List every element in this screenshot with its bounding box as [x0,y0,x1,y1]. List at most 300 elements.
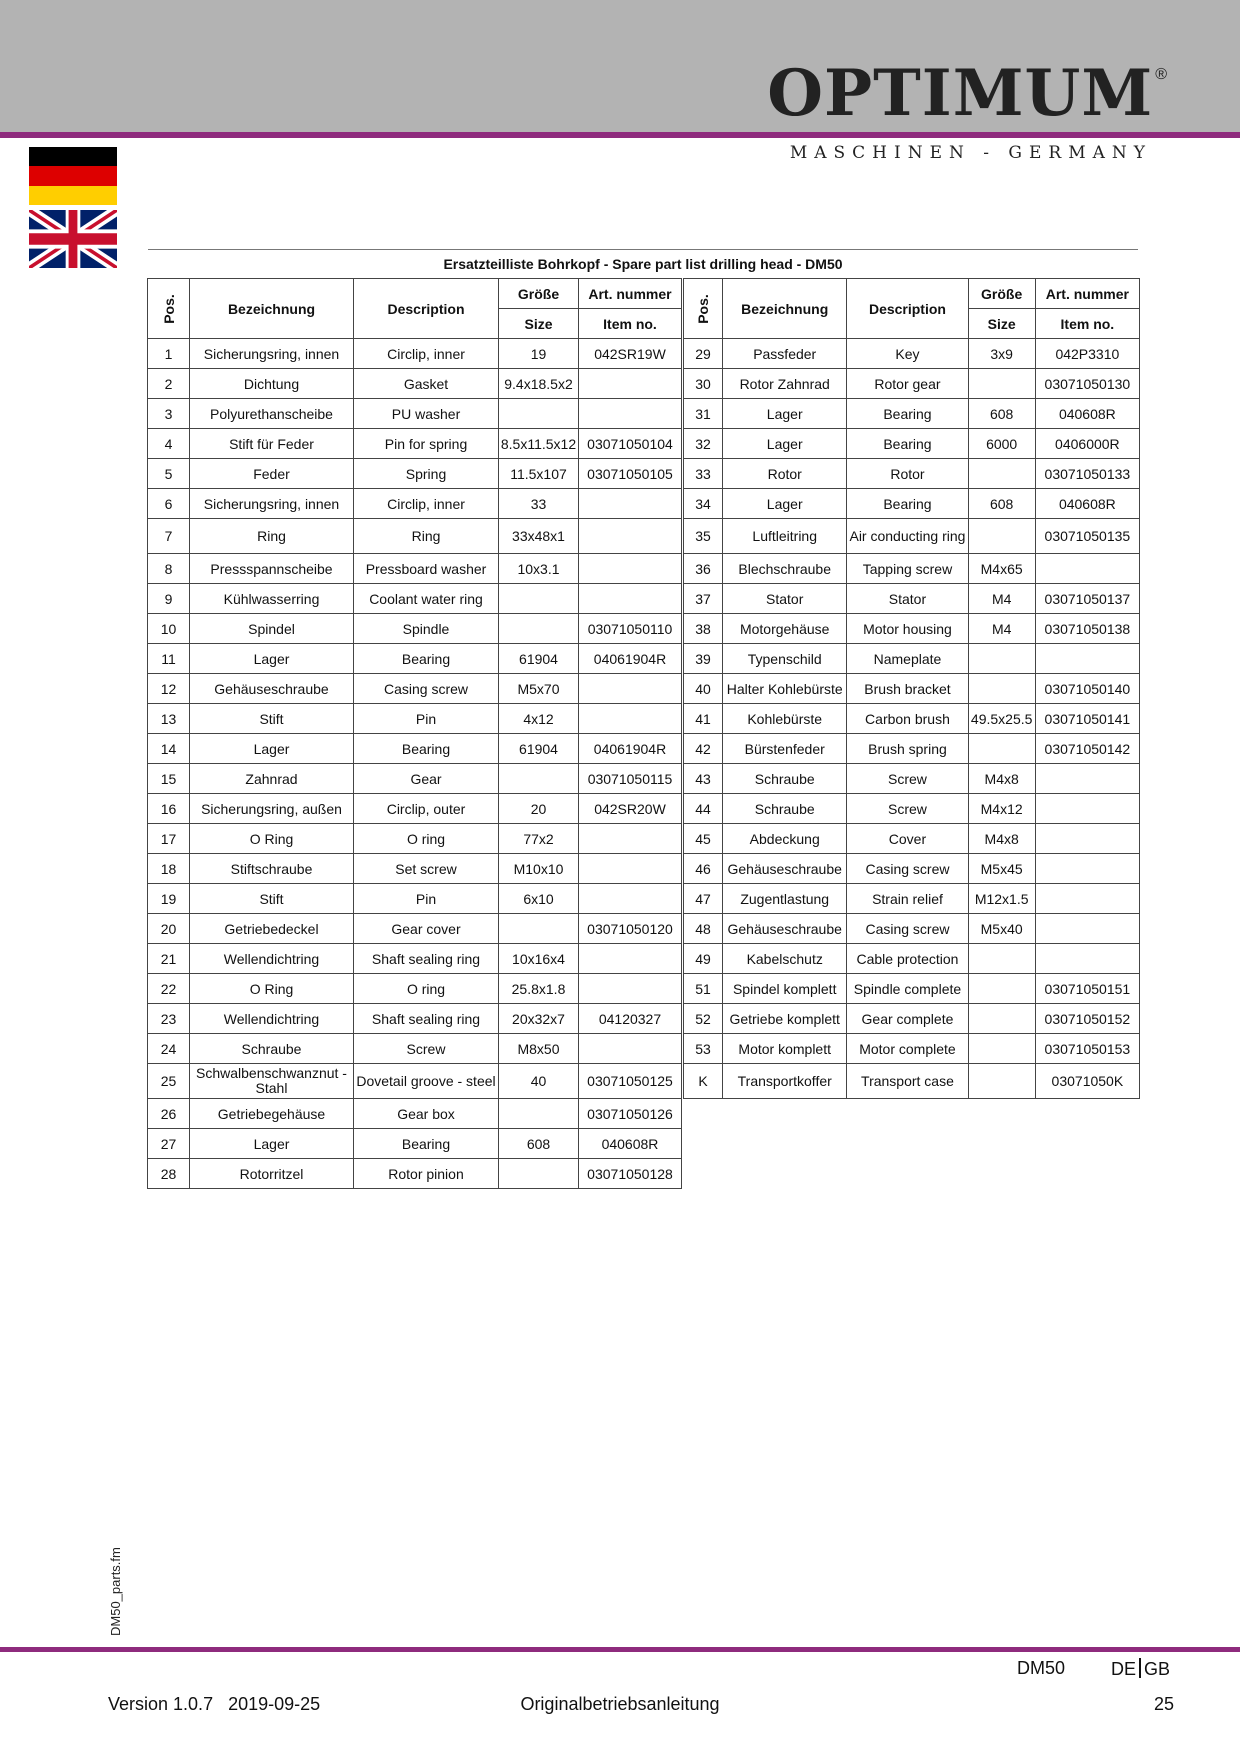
pos-cell: 28 [148,1159,190,1189]
item-no-cell [579,584,682,614]
description-cell: Transport case [847,1064,968,1099]
size-cell: M4x8 [968,824,1035,854]
table-row [683,1064,1140,1099]
item-no-cell: 04061904R [579,734,682,764]
header-row [148,279,682,309]
size-cell: 33 [499,489,579,519]
bezeichnung-cell: Getriebedeckel [190,914,354,944]
table-row [683,704,1140,734]
pos-cell: 26 [148,1099,190,1129]
header-rule [0,132,1240,138]
size-cell: 19 [499,339,579,369]
item-no-cell: 03071050130 [1035,369,1139,399]
description-cell: Ring [354,519,499,554]
size-cell: 20x32x7 [499,1004,579,1034]
pos-cell: 46 [683,854,723,884]
table-row [148,339,682,369]
bezeichnung-cell: Bürstenfeder [723,734,847,764]
pos-cell: 32 [683,429,723,459]
bezeichnung-cell: Polyurethanscheibe [190,399,354,429]
description-cell: Gear cover [354,914,499,944]
size-cell: 8.5x11.5x12 [499,429,579,459]
size-cell: 61904 [499,734,579,764]
table-row [148,489,682,519]
size-cell [499,914,579,944]
table-row [683,884,1140,914]
pos-cell: 33 [683,459,723,489]
size-cell [968,644,1035,674]
germany-flag-icon [29,147,117,205]
item-no-cell [579,854,682,884]
table-row [148,974,682,1004]
groesse-header: Größe [968,279,1035,309]
pos-cell: K [683,1064,723,1099]
pos-cell: 35 [683,519,723,554]
pos-cell: 53 [683,1034,723,1064]
description-cell: Cable protection [847,944,968,974]
bezeichnung-cell: Stift [190,884,354,914]
description-cell: Screw [354,1034,499,1064]
description-cell: O ring [354,974,499,1004]
item-no-cell [1035,554,1139,584]
size-cell [968,519,1035,554]
art-nummer-header: Art. nummer [1035,279,1139,309]
bezeichnung-cell: Halter Kohlebürste [723,674,847,704]
pos-cell: 10 [148,614,190,644]
size-cell: M12x1.5 [968,884,1035,914]
item-no-cell: 042P3310 [1035,339,1139,369]
table-row [683,794,1140,824]
bezeichnung-cell: Zugentlastung [723,884,847,914]
pos-cell: 48 [683,914,723,944]
bezeichnung-cell: Typenschild [723,644,847,674]
item-no-cell [579,944,682,974]
pos-cell: 51 [683,974,723,1004]
pos-cell: 12 [148,674,190,704]
item-no-cell: 03071050133 [1035,459,1139,489]
size-cell: 4x12 [499,704,579,734]
bezeichnung-cell: Spindel komplett [723,974,847,1004]
description-header: Description [847,279,968,339]
pos-cell: 17 [148,824,190,854]
bezeichnung-cell: Rotorritzel [190,1159,354,1189]
pos-cell: 34 [683,489,723,519]
item-no-cell: 03071050141 [1035,704,1139,734]
table-row [148,519,682,554]
footer-languages [1111,1658,1170,1680]
item-no-cell: 03071050104 [579,429,682,459]
pos-cell: 18 [148,854,190,884]
table-row [148,914,682,944]
size-cell: 11.5x107 [499,459,579,489]
description-cell: Tapping screw [847,554,968,584]
description-cell: Gear box [354,1099,499,1129]
description-cell: Dovetail groove - steel [354,1064,499,1099]
bezeichnung-header: Bezeichnung [190,279,354,339]
table-row [148,429,682,459]
footer-version: Version 1.0.7 2019-09-25 [108,1694,321,1714]
bezeichnung-cell: Feder [190,459,354,489]
pos-cell: 13 [148,704,190,734]
pos-header-label: Pos. [695,293,712,324]
pos-cell: 16 [148,794,190,824]
bezeichnung-cell: Stator [723,584,847,614]
pos-cell: 19 [148,884,190,914]
pos-cell: 20 [148,914,190,944]
item-no-cell: 03071050137 [1035,584,1139,614]
pos-cell: 39 [683,644,723,674]
bezeichnung-cell: Lager [190,1129,354,1159]
bezeichnung-cell: Sicherungsring, innen [190,339,354,369]
item-no-cell [579,1034,682,1064]
bezeichnung-cell: Schwalbenschwanznut - Stahl [190,1064,354,1099]
footer-model: DM50 [1017,1658,1066,1678]
description-cell: Rotor [847,459,968,489]
item-no-cell [579,399,682,429]
bezeichnung-cell: Sicherungsring, außen [190,794,354,824]
table-row [683,674,1140,704]
pos-cell: 40 [683,674,723,704]
size-cell [968,1004,1035,1034]
size-cell: 61904 [499,644,579,674]
pos-cell: 52 [683,1004,723,1034]
bezeichnung-cell: Schraube [723,794,847,824]
item-no-cell [579,974,682,1004]
uk-flag-icon [29,210,117,268]
size-cell: M4x8 [968,764,1035,794]
bezeichnung-cell: Lager [190,734,354,764]
pos-cell: 14 [148,734,190,764]
item-no-cell: 03071050152 [1035,1004,1139,1034]
parts-table-left [147,278,682,1189]
size-cell [499,1159,579,1189]
description-cell: Key [847,339,968,369]
bezeichnung-cell: Gehäuseschraube [723,854,847,884]
bezeichnung-cell: Zahnrad [190,764,354,794]
description-cell: Circlip, outer [354,794,499,824]
description-cell: Bearing [847,429,968,459]
table-row [148,704,682,734]
bezeichnung-cell: Pressspannscheibe [190,554,354,584]
size-cell: 608 [968,489,1035,519]
table-row [148,584,682,614]
lang-gb: GB [1144,1659,1171,1679]
description-cell: Casing screw [847,914,968,944]
bezeichnung-cell: Kühlwasserring [190,584,354,614]
bezeichnung-cell: Stift für Feder [190,429,354,459]
description-cell: Circlip, inner [354,489,499,519]
size-cell: M4x12 [968,794,1035,824]
table-row [148,1004,682,1034]
description-cell: Brush bracket [847,674,968,704]
pos-cell: 29 [683,339,723,369]
description-header: Description [354,279,499,339]
item-no-cell: 03071050115 [579,764,682,794]
description-cell: Gear complete [847,1004,968,1034]
size-cell: M4 [968,584,1035,614]
bezeichnung-cell: Stift [190,704,354,734]
table-row [683,584,1140,614]
size-cell [499,764,579,794]
bezeichnung-cell: Stiftschraube [190,854,354,884]
lang-divider [1139,1658,1141,1678]
table-row [683,1034,1140,1064]
item-no-cell: 040608R [579,1129,682,1159]
table-row [683,459,1140,489]
file-label: DM50_parts.fm [108,1547,123,1636]
table-row [148,1099,682,1129]
item-no-cell [579,824,682,854]
item-no-cell [579,489,682,519]
table-row [683,914,1140,944]
pos-cell: 4 [148,429,190,459]
table-row [683,369,1140,399]
table-row [148,674,682,704]
table-row [148,1159,682,1189]
item-no-cell: 04061904R [579,644,682,674]
size-cell [499,584,579,614]
table-row [148,369,682,399]
item-no-cell: 03071050105 [579,459,682,489]
table-row [148,459,682,489]
bezeichnung-cell: Luftleitring [723,519,847,554]
description-cell: Bearing [847,399,968,429]
item-no-cell [1035,884,1139,914]
table-row [148,1129,682,1159]
size-cell: 6000 [968,429,1035,459]
size-cell: 10x16x4 [499,944,579,974]
description-cell: Shaft sealing ring [354,1004,499,1034]
item-no-cell [579,369,682,399]
pos-cell: 24 [148,1034,190,1064]
pos-cell: 15 [148,764,190,794]
size-cell: 40 [499,1064,579,1099]
size-cell: 3x9 [968,339,1035,369]
page-number: 25 [1154,1694,1175,1714]
table-row [148,399,682,429]
bezeichnung-cell: Transportkoffer [723,1064,847,1099]
bezeichnung-cell: Passfeder [723,339,847,369]
description-cell: Carbon brush [847,704,968,734]
table-row [683,734,1140,764]
description-cell: Bearing [354,734,499,764]
size-cell: 49.5x25.5 [968,704,1035,734]
table-row [148,764,682,794]
table-row [148,644,682,674]
description-cell: Cover [847,824,968,854]
pos-cell: 27 [148,1129,190,1159]
item-no-cell: 040608R [1035,399,1139,429]
bezeichnung-cell: Dichtung [190,369,354,399]
pos-cell: 5 [148,459,190,489]
item-no-header: Item no. [579,309,682,339]
description-cell: Set screw [354,854,499,884]
description-cell: Spring [354,459,499,489]
description-cell: Spindle complete [847,974,968,1004]
pos-cell: 43 [683,764,723,794]
bezeichnung-cell: Blechschraube [723,554,847,584]
item-no-cell: 03071050151 [1035,974,1139,1004]
bezeichnung-cell: Gehäuseschraube [190,674,354,704]
table-row [683,1004,1140,1034]
description-cell: Stator [847,584,968,614]
item-no-cell [1035,794,1139,824]
item-no-cell: 040608R [1035,489,1139,519]
description-cell: Casing screw [354,674,499,704]
pos-header [148,279,190,339]
pos-cell: 22 [148,974,190,1004]
table-row [683,489,1140,519]
description-cell: Rotor gear [847,369,968,399]
description-cell: Air conducting ring [847,519,968,554]
pos-cell: 30 [683,369,723,399]
bezeichnung-cell: O Ring [190,824,354,854]
pos-cell: 9 [148,584,190,614]
bezeichnung-cell: Ring [190,519,354,554]
registered-mark: ® [1155,66,1168,83]
bezeichnung-cell: Lager [723,489,847,519]
pos-cell: 11 [148,644,190,674]
pos-cell: 31 [683,399,723,429]
size-cell: M10x10 [499,854,579,884]
bezeichnung-cell: Getriebegehäuse [190,1099,354,1129]
bezeichnung-cell: Wellendichtring [190,1004,354,1034]
table-row [683,554,1140,584]
bezeichnung-cell: Lager [190,644,354,674]
bezeichnung-cell: Kohlebürste [723,704,847,734]
table-row [148,944,682,974]
item-no-cell [579,704,682,734]
brand-tagline: MASCHINEN - GERMANY [789,143,1152,163]
footer-rule [0,1647,1240,1652]
size-cell: 608 [968,399,1035,429]
size-cell: 25.8x1.8 [499,974,579,1004]
table-row [683,429,1140,459]
table-row [148,554,682,584]
pos-header [683,279,723,339]
size-cell: 10x3.1 [499,554,579,584]
bezeichnung-cell: Spindel [190,614,354,644]
table-row [683,974,1140,1004]
description-cell: PU washer [354,399,499,429]
description-cell: Spindle [354,614,499,644]
bezeichnung-cell: Wellendichtring [190,944,354,974]
table-row [683,644,1140,674]
item-no-cell [579,519,682,554]
item-no-cell: 03071050138 [1035,614,1139,644]
size-cell: M4x65 [968,554,1035,584]
bezeichnung-cell: O Ring [190,974,354,1004]
table-row [683,854,1140,884]
size-cell [968,369,1035,399]
description-cell: Circlip, inner [354,339,499,369]
pos-header-label: Pos. [160,293,177,324]
footer-title: Originalbetriebsanleitung [520,1694,720,1714]
table-row [148,614,682,644]
description-cell: Brush spring [847,734,968,764]
item-no-cell [1035,764,1139,794]
item-no-cell: 03071050135 [1035,519,1139,554]
item-no-cell: 042SR20W [579,794,682,824]
description-cell: Nameplate [847,644,968,674]
size-cell [499,614,579,644]
lang-de: DE [1111,1659,1137,1679]
table-row [683,824,1140,854]
size-cell [968,674,1035,704]
pos-cell: 1 [148,339,190,369]
bezeichnung-cell: Abdeckung [723,824,847,854]
size-cell [968,944,1035,974]
item-no-cell: 042SR19W [579,339,682,369]
table-row [148,854,682,884]
pos-cell: 41 [683,704,723,734]
bezeichnung-cell: Rotor [723,459,847,489]
size-cell: 608 [499,1129,579,1159]
table-row [683,339,1140,369]
item-no-cell [579,554,682,584]
bezeichnung-cell: Kabelschutz [723,944,847,974]
pos-cell: 49 [683,944,723,974]
size-cell [968,1064,1035,1099]
size-cell: 20 [499,794,579,824]
item-no-cell: 03071050126 [579,1099,682,1129]
pos-cell: 3 [148,399,190,429]
item-no-cell [579,674,682,704]
item-no-cell [1035,824,1139,854]
item-no-cell: 03071050125 [579,1064,682,1099]
size-cell: 6x10 [499,884,579,914]
item-no-cell [579,884,682,914]
description-cell: Gear [354,764,499,794]
table-row [683,614,1140,644]
bezeichnung-cell: Rotor Zahnrad [723,369,847,399]
item-no-cell [1035,914,1139,944]
bezeichnung-cell: Getriebe komplett [723,1004,847,1034]
description-cell: Pin [354,884,499,914]
brand-name: OPTIMUM [767,56,1154,131]
item-no-header: Item no. [1035,309,1139,339]
pos-cell: 45 [683,824,723,854]
table-row [148,734,682,764]
bezeichnung-cell: Sicherungsring, innen [190,489,354,519]
groesse-header: Größe [499,279,579,309]
size-cell [968,459,1035,489]
bezeichnung-cell: Schraube [723,764,847,794]
bezeichnung-cell: Schraube [190,1034,354,1064]
table-row [148,1034,682,1064]
description-cell: Pin for spring [354,429,499,459]
table-row [683,519,1140,554]
size-cell [499,1099,579,1129]
pos-cell: 36 [683,554,723,584]
size-cell: 33x48x1 [499,519,579,554]
pos-cell: 7 [148,519,190,554]
item-no-cell [1035,944,1139,974]
description-cell: Strain relief [847,884,968,914]
pos-cell: 37 [683,584,723,614]
description-cell: Screw [847,794,968,824]
bezeichnung-cell: Gehäuseschraube [723,914,847,944]
size-header: Size [499,309,579,339]
item-no-cell: 0406000R [1035,429,1139,459]
pos-cell: 25 [148,1064,190,1099]
description-cell: Pin [354,704,499,734]
table-row [148,884,682,914]
size-cell [968,734,1035,764]
size-cell: M5x70 [499,674,579,704]
size-cell: M8x50 [499,1034,579,1064]
pos-cell: 6 [148,489,190,519]
